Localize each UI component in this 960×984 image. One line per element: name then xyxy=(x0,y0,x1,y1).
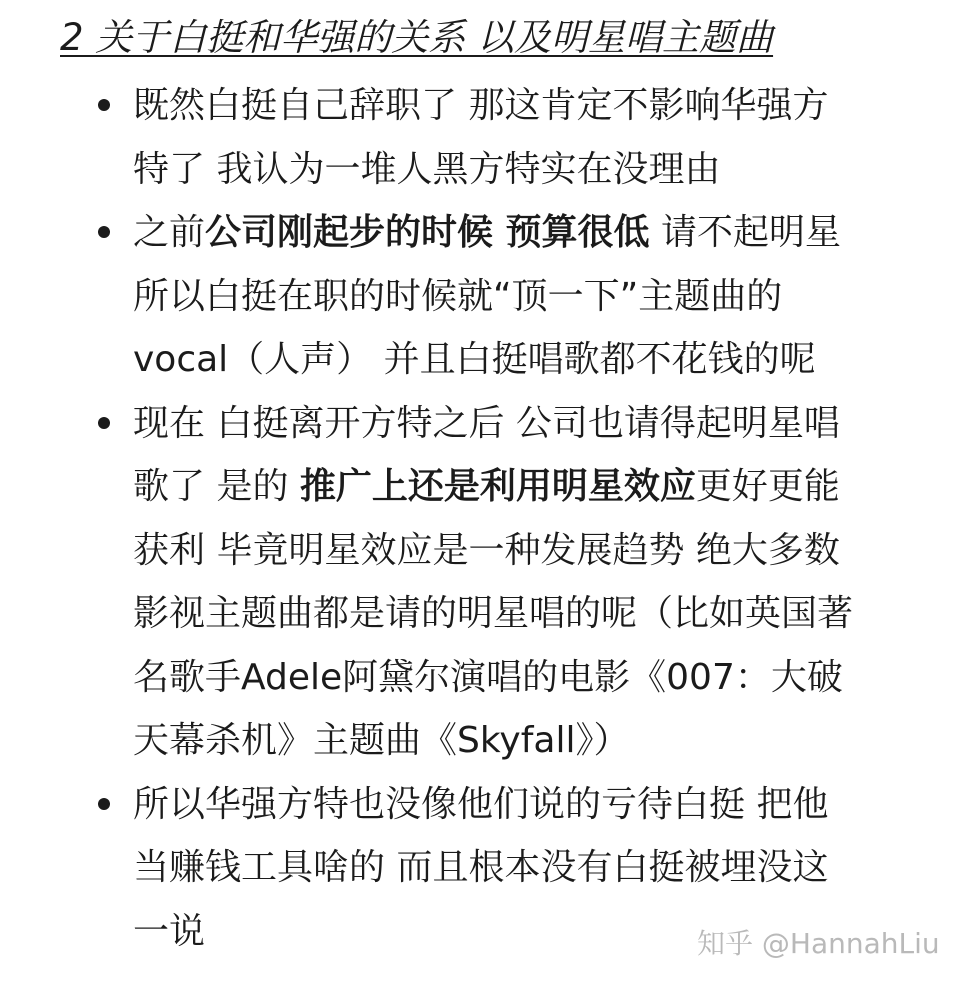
text-line: 当赚钱工具啥的 而且根本没有白挺被埋没这 xyxy=(133,847,829,888)
bullet-dot-icon xyxy=(98,99,110,111)
text-run: 之前 xyxy=(133,212,206,253)
text-run: 更好更能 xyxy=(695,466,840,507)
text-line xyxy=(133,201,908,265)
text-run: 请不起明星 xyxy=(649,212,842,253)
bold-text: 推广上还是利用明星效应 xyxy=(299,466,696,507)
list-item xyxy=(0,392,908,773)
bullet-dot-icon xyxy=(98,798,110,810)
bold-text: 公司刚起步的时候 预算很低 xyxy=(205,212,650,253)
zhihu-watermark: 知乎 @HannahLiu xyxy=(697,927,940,960)
text-line: vocal（人声） 并且白挺唱歌都不花钱的呢 xyxy=(133,339,816,380)
text-line: 所以华强方特也没像他们说的亏待白挺 把他 xyxy=(133,783,829,825)
bullet-dot-icon xyxy=(98,226,110,238)
text-line: 名歌手Adele阿黛尔演唱的电影《007：大破 xyxy=(133,656,843,698)
text-line: 影视主题曲都是请的明星唱的呢（比如英国著 xyxy=(133,593,854,634)
text-line: 获利 毕竟明星效应是一种发展趋势 绝大多数 xyxy=(133,529,840,571)
list-item xyxy=(0,74,908,201)
text-line: 天幕杀机》主题曲《Skyfall》） xyxy=(133,720,630,761)
list-item xyxy=(0,201,908,392)
text-line: 特了 我认为一堆人黑方特实在没理由 xyxy=(133,148,721,190)
text-line: 既然白挺自己辞职了 那这肯定不影响华强方 xyxy=(133,85,829,126)
bullet-dot-icon xyxy=(98,417,110,429)
text-line: 一说 xyxy=(133,910,206,952)
text-run: 歌了 是的 xyxy=(133,466,300,507)
text-line: 所以白挺在职的时候就“顶一下”主题曲的 xyxy=(133,275,783,317)
section-heading: 2 关于白挺和华强的关系 以及明星唱主题曲 xyxy=(60,16,774,59)
text-line xyxy=(133,455,908,519)
text-line: 现在 白挺离开方特之后 公司也请得起明星唱 xyxy=(133,402,840,444)
bullet-list xyxy=(0,74,960,963)
